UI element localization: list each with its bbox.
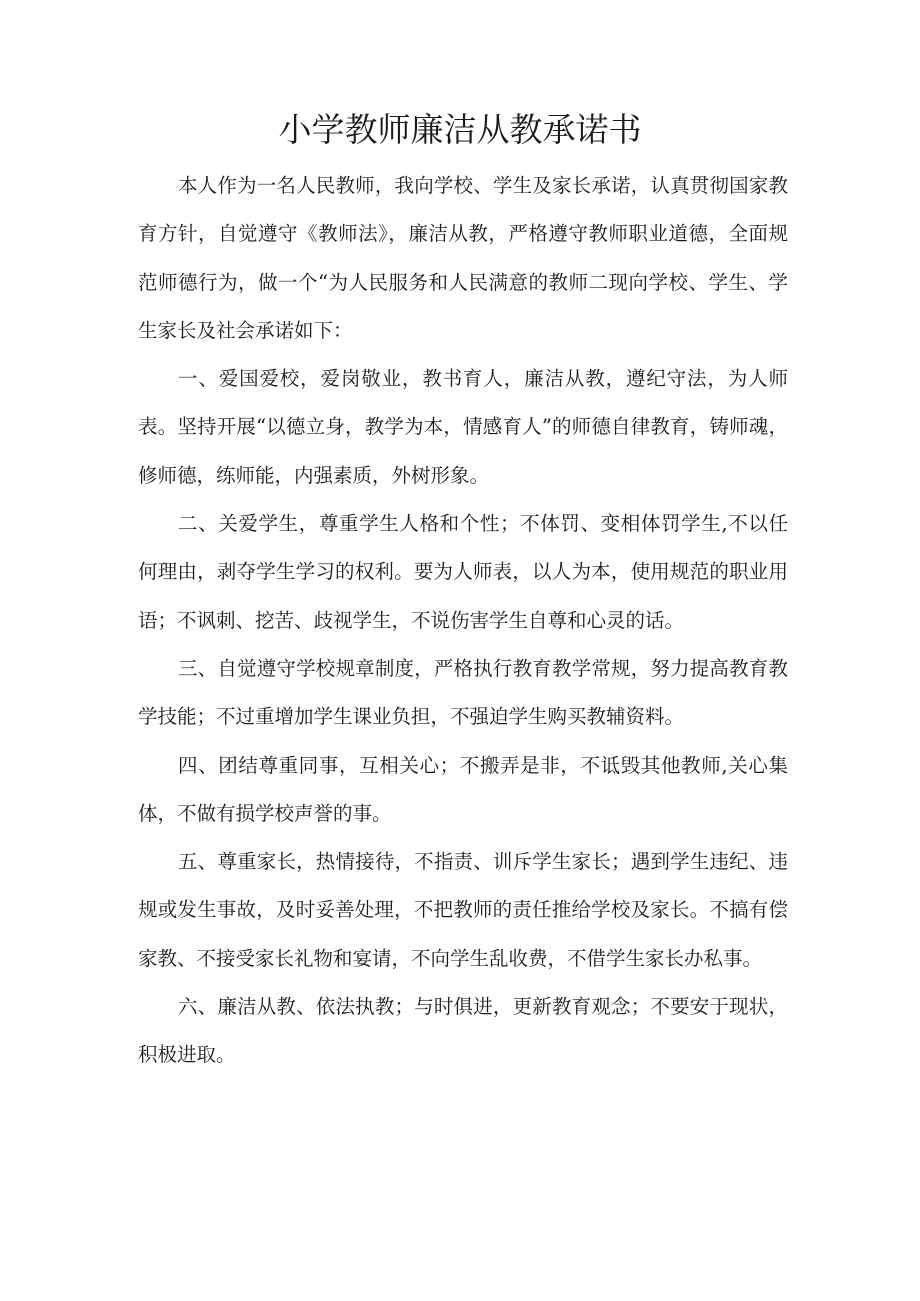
paragraph-item-1: 一、爱国爱校，爱岗敬业，教书育人，廉洁从教，遵纪守法，为人师表。坚持开展“以德立身，教学为本，情感育人”的师德自律教育，铸师魂，修师德，练师能，内强素质，外树形象。 [138, 367, 788, 487]
paragraph-intro: 本人作为一名人民教师，我向学校、学生及家长承诺，认真贯彻国家教育方针，自觉遵守《教师法》，廉洁从教，严格遵守教师职业道德，全面规范师德行为，做一个“为人民服务和人民满意的教师二现向学校、学生、学生家长及社会承诺如下： [138, 174, 788, 342]
paragraph-item-6: 六、廉洁从教、依法执教；与时俱进，更新教育观念；不要安于现状，积极进取。 [138, 995, 788, 1067]
paragraph-item-2: 二、关爱学生，尊重学生人格和个性；不体罚、变相体罚学生,不以任何理由，剥夺学生学习的权利。要为人师表，以人为本，使用规范的职业用语；不讽刺、挖苦、歧视学生，不说伤害学生自尊和心灵的话。 [138, 512, 788, 632]
paragraph-item-3: 三、自觉遵守学校规章制度，严格执行教育教学常规，努力提高教育教学技能；不过重增加学生课业负担，不强迫学生购买教辅资料。 [138, 656, 788, 729]
document-title: 小学教师廉洁从教承诺书 [278, 110, 642, 149]
paragraph-item-5: 五、尊重家长，热情接待，不指责、训斥学生家长；遇到学生违纪、违规或发生事故，及时妥善处理，不把教师的责任推给学校及家长。不搞有偿家教、不接受家长礼物和宴请，不向学生乱收费，不借学生家长办私事。 [138, 850, 788, 970]
document-body [138, 162, 788, 1080]
paragraph-item-4: 四、团结尊重同事，互相关心；不搬弄是非，不诋毁其他教师,关心集体，不做有损学校声誉的事。 [138, 753, 788, 825]
